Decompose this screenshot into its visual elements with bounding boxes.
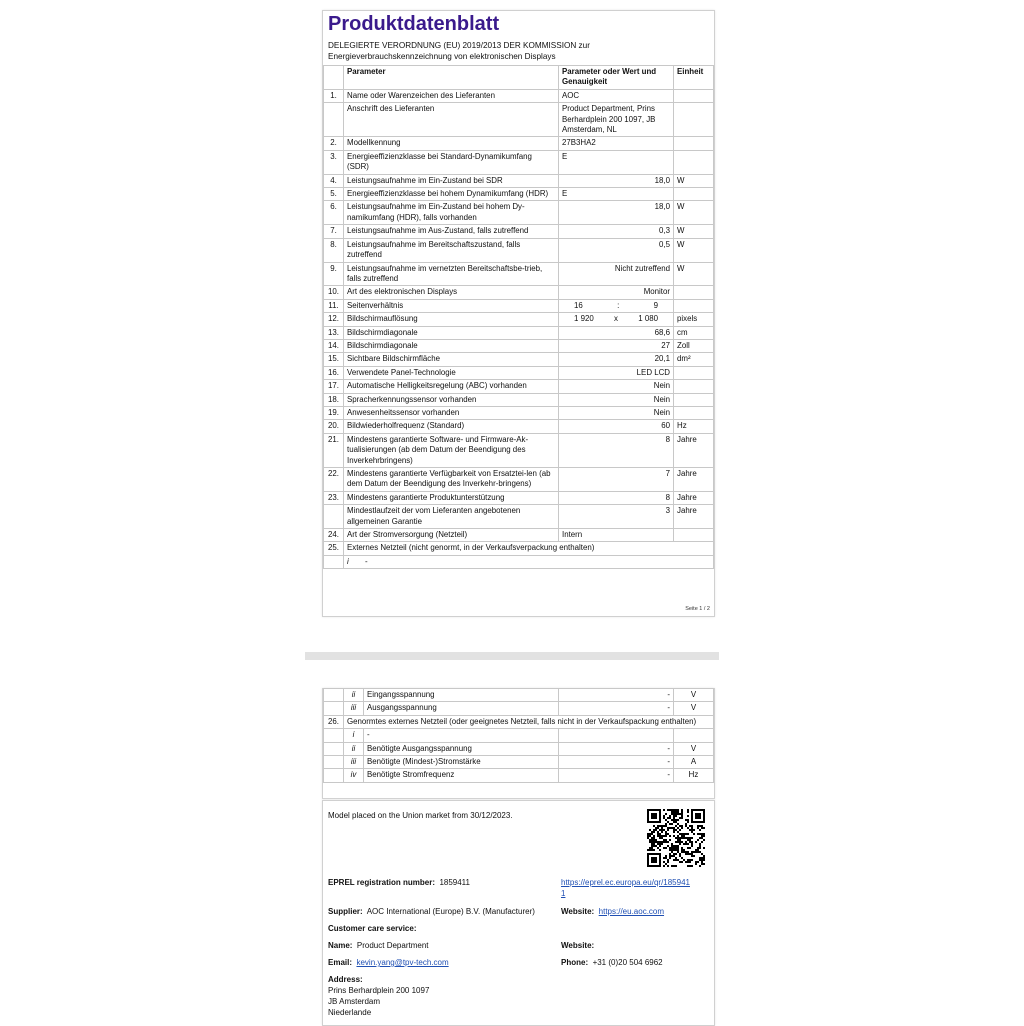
email-label: Email:	[328, 958, 353, 967]
row-number: 6.	[324, 201, 344, 225]
table-row	[324, 542, 714, 555]
row-value: 68,6	[559, 326, 674, 339]
row-value: -	[559, 742, 674, 755]
row-unit	[674, 188, 714, 201]
parameter-table-continued	[323, 688, 714, 783]
row-unit	[674, 529, 714, 542]
row-parameter: Mindestens garantierte Produktunterstützung	[344, 491, 559, 504]
row-number: 25.	[324, 542, 344, 555]
value-part: :	[617, 300, 620, 310]
care-website-label: Website:	[561, 941, 595, 950]
row-number: 23.	[324, 491, 344, 504]
supplier-website	[561, 906, 664, 917]
table-row	[324, 380, 714, 393]
row-value: 3	[559, 505, 674, 529]
row-parameter: Benötigte Ausgangsspannung	[364, 742, 559, 755]
row-parameter: Energieeffizienzklasse bei Standard-Dynamikumfang (SDR)	[344, 150, 559, 174]
customer-care-heading	[328, 923, 417, 934]
row-unit: Jahre	[674, 505, 714, 529]
row-number	[324, 505, 344, 529]
value-part: 16	[574, 300, 583, 310]
row-value: -	[559, 702, 674, 715]
row-unit	[674, 380, 714, 393]
row-unit: Hz	[674, 420, 714, 433]
value-part: 9	[653, 300, 658, 310]
row-number	[324, 742, 344, 755]
row-parameter: Mindestlaufzeit der vom Lieferanten angebotenen allgemeinen Garantie	[344, 505, 559, 529]
row-value: -	[559, 756, 674, 769]
table-row	[324, 286, 714, 299]
roman-index: iii	[344, 756, 364, 769]
name-label: Name:	[328, 941, 353, 950]
row-parameter: Bildschirmdiagonale	[344, 326, 559, 339]
row-parameter: Leistungsaufnahme im Aus-Zustand, falls zutreffend	[344, 225, 559, 238]
row-number: 10.	[324, 286, 344, 299]
row-value: 18,0	[559, 174, 674, 187]
table-row	[324, 715, 714, 728]
regulation-subtitle: DELEGIERTE VERORDNUNG (EU) 2019/2013 DER KOMMISSION zur Energieverbrauchskennzeichnung von elektronischen Displays	[328, 41, 590, 61]
row-value	[559, 313, 674, 326]
row-parameter: Genormtes externes Netzteil (oder geeignetes Netzteil, falls nicht in der Verkaufspackung enthalten)	[344, 715, 714, 728]
phone-line	[561, 957, 663, 968]
row-value: Intern	[559, 529, 674, 542]
eprel-label: EPREL registration number:	[328, 878, 435, 887]
row-unit: Jahre	[674, 433, 714, 467]
table-subrow	[324, 689, 714, 702]
table-row	[324, 225, 714, 238]
address-line: Niederlande	[328, 1008, 372, 1017]
row-value: Nein	[559, 380, 674, 393]
row-parameter: Spracherkennungssensor vorhanden	[344, 393, 559, 406]
row-parameter: Benötigte (Mindest-)Stromstärke	[364, 756, 559, 769]
row-unit: W	[674, 225, 714, 238]
row-parameter: Modellkennung	[344, 137, 559, 150]
row-number: 20.	[324, 420, 344, 433]
row-value: -	[559, 769, 674, 782]
row-value: E	[559, 150, 674, 174]
row-value: 18,0	[559, 201, 674, 225]
table-row	[324, 468, 714, 492]
row-value: -	[559, 689, 674, 702]
row-number: 18.	[324, 393, 344, 406]
header-unit: Einheit	[674, 66, 714, 90]
row-number: 22.	[324, 468, 344, 492]
row-unit: W	[674, 201, 714, 225]
roman-index: i	[347, 556, 349, 566]
header-parameter: Parameter	[344, 66, 559, 90]
table-row	[324, 174, 714, 187]
row-value: AOC	[559, 89, 674, 102]
row-unit: Hz	[674, 769, 714, 782]
row-number: 14.	[324, 339, 344, 352]
row-unit	[674, 286, 714, 299]
row-parameter: Eingangsspannung	[364, 689, 559, 702]
row-unit: pixels	[674, 313, 714, 326]
row-parameter: Seitenverhältnis	[344, 299, 559, 312]
row-number: 16.	[324, 366, 344, 379]
table-subrow	[324, 742, 714, 755]
eprel-link[interactable]	[561, 877, 693, 899]
table-row	[324, 137, 714, 150]
table-row	[324, 262, 714, 286]
supplier-label: Supplier:	[328, 907, 363, 916]
roman-index: i	[344, 729, 364, 742]
row-number: 8.	[324, 238, 344, 262]
row-number: 26.	[324, 715, 344, 728]
address-block	[328, 974, 429, 1018]
care-website-line	[561, 940, 594, 951]
page-separator	[305, 652, 719, 660]
row-number: 1.	[324, 89, 344, 102]
table-row	[324, 103, 714, 137]
row-parameter: Energieeffizienzklasse bei hohem Dynamikumfang (HDR)	[344, 188, 559, 201]
row-number	[324, 702, 344, 715]
row-unit: cm	[674, 326, 714, 339]
table-row	[324, 420, 714, 433]
table-row	[324, 313, 714, 326]
qr-code-icon	[647, 809, 705, 867]
row-number	[324, 103, 344, 137]
datasheet-page-1	[322, 10, 715, 617]
row-unit: dm²	[674, 353, 714, 366]
row-value: 60	[559, 420, 674, 433]
row-number: 24.	[324, 529, 344, 542]
table-subrow	[324, 769, 714, 782]
row-number	[324, 769, 344, 782]
row-number: 7.	[324, 225, 344, 238]
row-unit: A	[674, 756, 714, 769]
customer-care-label: Customer care service:	[328, 924, 417, 933]
row-parameter: Verwendete Panel-Technologie	[344, 366, 559, 379]
row-number: 5.	[324, 188, 344, 201]
row-unit	[674, 393, 714, 406]
supplier-website-link[interactable]: https://eu.aoc.com	[598, 907, 665, 916]
page-title: Produktdatenblatt	[328, 13, 500, 35]
table-row	[324, 366, 714, 379]
row-unit: W	[674, 238, 714, 262]
row-number: 12.	[324, 313, 344, 326]
roman-index: iv	[344, 769, 364, 782]
row-number: 21.	[324, 433, 344, 467]
website-label: Website:	[561, 907, 595, 916]
row-parameter: Anwesenheitssensor vorhanden	[344, 406, 559, 419]
row-unit: Zoll	[674, 339, 714, 352]
row-parameter: Leistungsaufnahme im Ein-Zustand bei hohem Dy-namikumfang (HDR), falls vorhanden	[344, 201, 559, 225]
subrow-text: -	[365, 556, 368, 566]
table-row	[324, 188, 714, 201]
row-number: 19.	[324, 406, 344, 419]
row-parameter: Anschrift des Lieferanten	[344, 103, 559, 137]
table-row	[324, 505, 714, 529]
supplier-name: AOC International (Europe) B.V. (Manufacturer)	[366, 907, 535, 916]
row-parameter: Mindestens garantierte Software- und Firmware-Ak-tualisierungen (ab dem Datum der Beendigung des Inverkehrbringens)	[344, 433, 559, 467]
row-parameter: Bildschirmauflösung	[344, 313, 559, 326]
eprel-registration	[328, 877, 470, 888]
row-value: E	[559, 188, 674, 201]
eprel-number: 1859411	[439, 878, 470, 887]
page-number: Seite 1 / 2	[685, 606, 710, 612]
row-unit	[674, 729, 714, 742]
row-parameter: -	[364, 729, 559, 742]
market-placement-text: Model placed on the Union market from 30/12/2023.	[328, 811, 513, 820]
row-unit: Jahre	[674, 491, 714, 504]
row-unit	[674, 406, 714, 419]
header-num-cell	[324, 66, 344, 90]
table-row	[324, 529, 714, 542]
row-unit: W	[674, 174, 714, 187]
row-value: 7	[559, 468, 674, 492]
row-parameter: Mindestens garantierte Verfügbarkeit von Ersatztei-len (ab dem Datum der Beendigung des Inverkehr-bringens)	[344, 468, 559, 492]
table-row	[324, 393, 714, 406]
row-unit	[674, 103, 714, 137]
phone-label: Phone:	[561, 958, 589, 967]
row-number: 13.	[324, 326, 344, 339]
row-parameter: Art der Stromversorgung (Netzteil)	[344, 529, 559, 542]
row-unit	[674, 89, 714, 102]
row-parameter: Bildschirmdiagonale	[344, 339, 559, 352]
table-row	[324, 89, 714, 102]
table-header-row	[324, 66, 714, 90]
row-number	[324, 756, 344, 769]
row-unit	[674, 137, 714, 150]
table-subrow	[324, 729, 714, 742]
row-value: 8	[559, 491, 674, 504]
table-row	[324, 339, 714, 352]
value-part: 1 920	[574, 314, 594, 324]
row-number: 9.	[324, 262, 344, 286]
row-number	[324, 555, 344, 568]
datasheet-page-2	[322, 688, 715, 799]
table-row	[324, 299, 714, 312]
row-parameter: Leistungsaufnahme im Ein-Zustand bei SDR	[344, 174, 559, 187]
table-subrow	[324, 702, 714, 715]
row-parameter: Sichtbare Bildschirmfläche	[344, 353, 559, 366]
row-unit: V	[674, 742, 714, 755]
row-unit: Jahre	[674, 468, 714, 492]
row-parameter: Ausgangsspannung	[364, 702, 559, 715]
row-number: 3.	[324, 150, 344, 174]
row-number: 17.	[324, 380, 344, 393]
email-link[interactable]: kevin.yang@tpv-tech.com	[356, 958, 449, 967]
row-value: 0,5	[559, 238, 674, 262]
row-value: LED LCD	[559, 366, 674, 379]
row-parameter: Benötigte Stromfrequenz	[364, 769, 559, 782]
row-value: 27B3HA2	[559, 137, 674, 150]
row-parameter	[344, 555, 714, 568]
roman-index: ii	[344, 689, 364, 702]
roman-index: ii	[344, 742, 364, 755]
row-value: 8	[559, 433, 674, 467]
row-value: 20,1	[559, 353, 674, 366]
row-parameter: Automatische Helligkeitsregelung (ABC) vorhanden	[344, 380, 559, 393]
parameter-table	[323, 65, 714, 569]
row-value: 0,3	[559, 225, 674, 238]
row-unit	[674, 366, 714, 379]
address-line: JB Amsterdam	[328, 997, 381, 1006]
row-unit: V	[674, 702, 714, 715]
care-name: Product Department	[356, 941, 429, 950]
row-value	[559, 729, 674, 742]
row-unit: V	[674, 689, 714, 702]
eprel-url-link[interactable]: https://eprel.ec.europa.eu/qr/1859411	[561, 878, 690, 898]
row-parameter: Leistungsaufnahme im vernetzten Bereitschaftsbe-trieb, falls zutreffend	[344, 262, 559, 286]
value-part: 1 080	[638, 314, 658, 324]
table-subrow	[324, 756, 714, 769]
row-number	[324, 729, 344, 742]
supplier-line	[328, 906, 535, 917]
table-row	[324, 201, 714, 225]
address-line: Prins Berhardplein 200 1097	[328, 986, 430, 995]
row-number: 2.	[324, 137, 344, 150]
table-row	[324, 238, 714, 262]
table-subrow	[324, 555, 714, 568]
phone-number: +31 (0)20 504 6962	[592, 958, 663, 967]
row-value: Nein	[559, 406, 674, 419]
row-unit: W	[674, 262, 714, 286]
row-value: Nein	[559, 393, 674, 406]
care-name-line	[328, 940, 429, 951]
row-parameter: Bildwiederholfrequenz (Standard)	[344, 420, 559, 433]
table-row	[324, 433, 714, 467]
row-value: Product Department, Prins Berhardplein 200 1097, JB Amsterdam, NL	[559, 103, 674, 137]
table-row	[324, 150, 714, 174]
row-value: Nicht zutreffend	[559, 262, 674, 286]
email-line	[328, 957, 449, 968]
table-row	[324, 491, 714, 504]
row-parameter: Leistungsaufnahme im Bereitschaftszustand, falls zutreffend	[344, 238, 559, 262]
row-unit	[674, 150, 714, 174]
header-value: Parameter oder Wert und Genauigkeit	[559, 66, 674, 90]
row-value	[559, 299, 674, 312]
row-number: 4.	[324, 174, 344, 187]
table-row	[324, 353, 714, 366]
row-number: 11.	[324, 299, 344, 312]
eprel-info-box	[322, 800, 715, 1026]
value-part: x	[614, 314, 618, 324]
row-unit	[674, 299, 714, 312]
row-number: 15.	[324, 353, 344, 366]
row-number	[324, 689, 344, 702]
address-label: Address:	[328, 975, 363, 984]
row-parameter: Art des elektronischen Displays	[344, 286, 559, 299]
row-parameter: Externes Netzteil (nicht genormt, in der Verkaufsverpackung enthalten)	[344, 542, 714, 555]
table-row	[324, 326, 714, 339]
row-value: 27	[559, 339, 674, 352]
row-value: Monitor	[559, 286, 674, 299]
row-parameter: Name oder Warenzeichen des Lieferanten	[344, 89, 559, 102]
table-row	[324, 406, 714, 419]
roman-index: iii	[344, 702, 364, 715]
